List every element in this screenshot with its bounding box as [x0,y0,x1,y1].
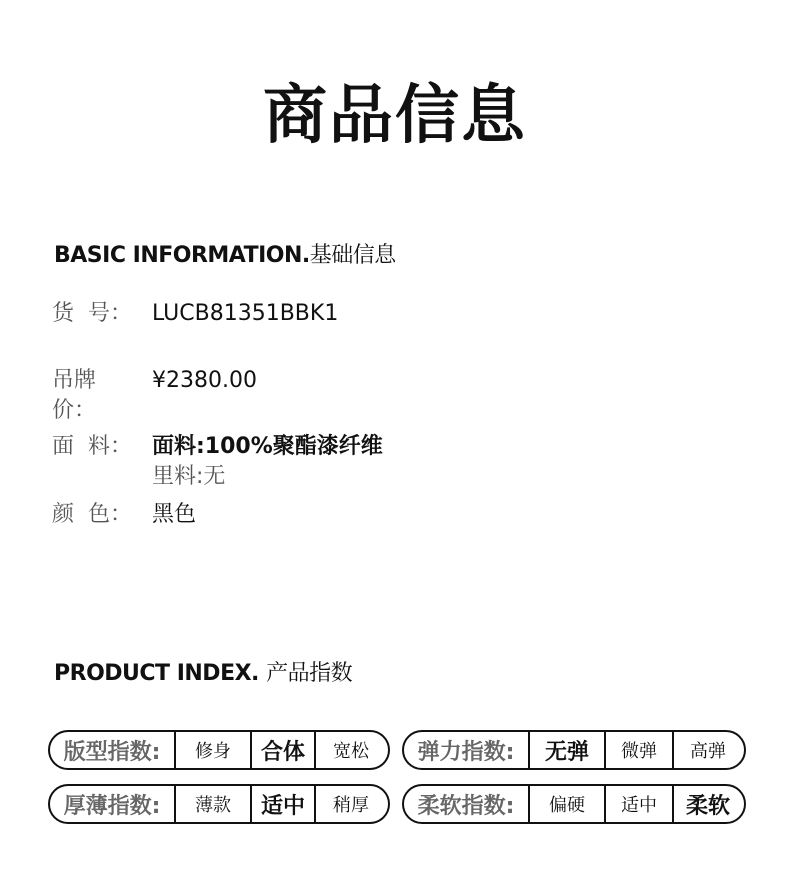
softness-option-medium: 适中 [604,786,672,822]
basic-info-heading-en: BASIC INFORMATION. [54,243,310,268]
thickness-index-pill [48,784,390,824]
fit-option-regular: 合体 [250,732,314,768]
price-value: ¥2380.00 [152,368,257,393]
sku-label-part-1: 货 [52,301,75,326]
fabric-value: 面料:100%聚酯漆纤维 [152,434,383,459]
fit-option-loose: 宽松 [314,732,386,768]
price-label-text: 吊牌价： [52,368,97,423]
fabric-label-part-1: 面 [52,434,75,459]
fabric-label [52,432,132,462]
softness-index-pill [402,784,746,824]
product-index-heading-en: PRODUCT INDEX. [54,661,259,686]
thickness-index-label: 厚薄指数: [63,793,161,819]
thickness-option-thin: 薄款 [174,786,250,822]
color-value: 黑色 [152,502,197,527]
page-title: 商品信息 [263,79,527,153]
sku-label [52,299,132,329]
fit-index-label: 版型指数: [63,739,161,765]
product-index-heading-cn: 产品指数 [266,661,353,686]
stretch-option-high: 高弹 [672,732,742,768]
softness-option-stiff: 偏硬 [528,786,604,822]
thickness-option-medium: 适中 [250,786,314,822]
sku-value: LUCB81351BBK1 [152,301,339,326]
lining-value: 里料:无 [152,464,226,489]
basic-info-heading [54,238,396,269]
color-label-part-2: 色： [87,502,132,527]
stretch-index-pill [402,730,746,770]
softness-option-soft: 柔软 [672,786,742,822]
softness-index-label: 柔软指数: [417,793,515,819]
color-label-part-1: 颜 [52,502,75,527]
thickness-option-thick: 稍厚 [314,786,386,822]
stretch-option-slight: 微弹 [604,732,672,768]
sku-label-part-2: 号： [87,301,132,326]
fit-option-slim: 修身 [174,732,250,768]
color-label [52,500,132,530]
fabric-label-part-2: 料： [87,434,132,459]
basic-info-heading-cn: 基础信息 [309,243,396,268]
stretch-option-none: 无弹 [528,732,604,768]
fit-index-pill [48,730,390,770]
product-index-heading [54,656,352,687]
price-label [52,366,132,426]
stretch-index-label: 弹力指数: [417,739,515,765]
